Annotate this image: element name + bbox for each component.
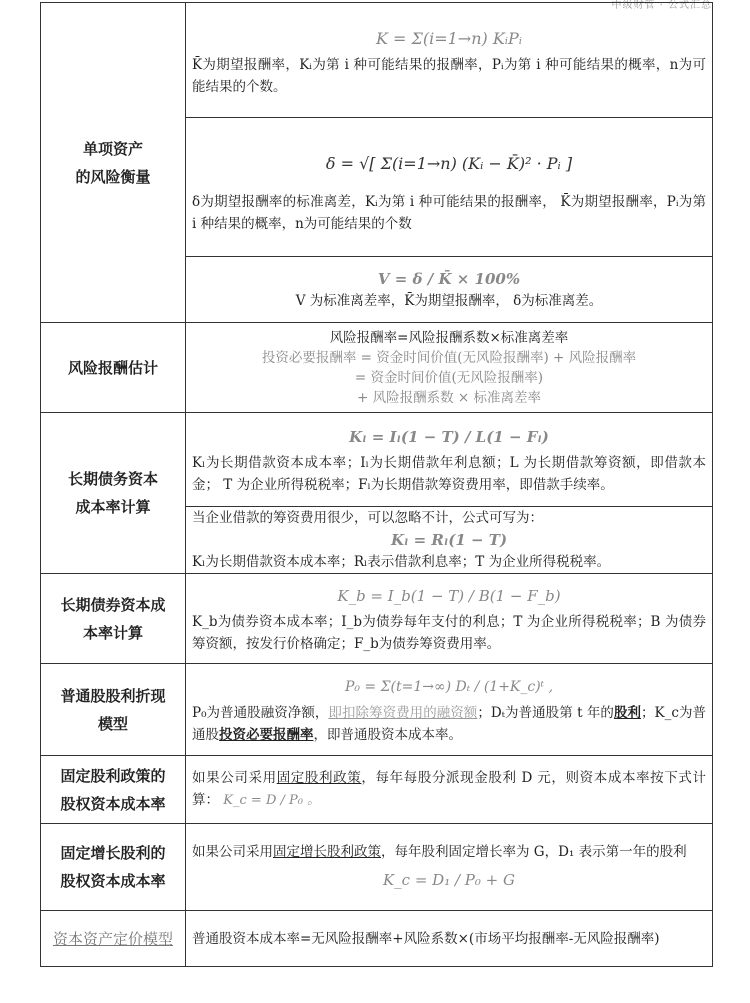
desc-long-term-debt: Kₗ为长期借款资本成本率；Iₗ为长期借款年利息额；L 为长期借款筹资额，即借款本金； T 为企业所得税税率；Fₗ为长期借款筹资费用率，即借款手续率。	[192, 454, 706, 493]
row-label-capm[interactable]: 资本资产定价模型	[41, 911, 186, 967]
cell-capm	[186, 911, 713, 967]
cell-long-term-debt-formula	[186, 413, 713, 507]
formula-coefficient-variation: V = δ / K̄ × 100%	[377, 269, 521, 288]
table-row	[41, 413, 713, 507]
desc-dividend-discount: P₀为普通股融资净额，即扣除筹资费用的融资额；Dₜ为普通股第 t 年的股利；K_c为普通股投资必要报酬率，即普通股资本成本率。	[192, 704, 707, 743]
table-row	[41, 574, 713, 664]
cell-fixed-dividend: 如果公司采用固定股利政策，每年每股分派现金股利 D 元，则资本成本率按下式计算： K_c = D / P₀ 。	[186, 756, 713, 824]
formula-expected-return: K = Σ(i=1→n) KᵢPᵢ	[376, 29, 522, 48]
formula-standard-deviation: δ = √[ Σ(i=1→n) (Kᵢ − K̄)² · Pᵢ ]	[325, 154, 573, 173]
row-label-dividend-discount: 普通股股利折现 模型	[41, 664, 186, 756]
link-required-return[interactable]: 投资必要报酬率	[219, 726, 314, 743]
link-net-financing[interactable]: 即扣除筹资费用的融资额	[328, 704, 478, 721]
formula-table	[40, 2, 713, 967]
risk-return-line-1: 风险报酬率=风险报酬系数×标准离差率	[329, 329, 569, 346]
link-fixed-dividend-policy[interactable]: 固定股利政策	[276, 770, 362, 786]
row-label-constant-growth: 固定增长股利的 股权资本成本率	[41, 824, 186, 911]
formula-long-term-debt: Kₗ = Iₗ(1 − T) / L(1 − Fₗ)	[349, 427, 549, 446]
desc-standard-deviation: δ为期望报酬率的标准离差，Kᵢ为第 i 种可能结果的报酬率， K̄为期望报酬率，Pᵢ为第 i 种结果的概率，n为可能结果的个数	[192, 194, 706, 232]
cell-risk-return	[186, 323, 713, 413]
row-label-long-term-debt: 长期债务资本 成本率计算	[41, 413, 186, 574]
page-header-note: 中级财管 · 公式汇总	[611, 0, 712, 11]
desc-long-term-bond: K_b为债券资本成本率；I_b为债券每年支付的利息；T 为企业所得税税率；B 为债券筹资额，按发行价格确定；F_b为债券筹资费用率。	[192, 613, 706, 652]
formula-long-term-bond: K_b = I_b(1 − T) / B(1 − F_b)	[337, 586, 561, 605]
risk-return-line-3: = 资金时间价值(无风险报酬率)	[354, 369, 544, 386]
formula-dividend-discount: P₀ = Σ(t=1→∞) Dₜ / (1+K_c)ᵗ ,	[344, 678, 554, 695]
row-label-fixed-dividend: 固定股利政策的 股权资本成本率	[41, 756, 186, 824]
cell-long-term-debt-simplified	[186, 507, 713, 574]
cell-constant-growth: 如果公司采用固定增长股利政策，每年股利固定增长率为 G，D₁ 表示第一年的股利 K_c = D₁ / P₀ + G	[186, 824, 713, 911]
risk-return-line-2: 投资必要报酬率 = 资金时间价值(无风险报酬率) + 风险报酬率	[261, 349, 637, 366]
table-row	[41, 3, 713, 118]
formula-long-term-debt-simplified: Kₗ = Rₗ(1 − T)	[390, 531, 508, 549]
formula-fixed-dividend: K_c = D / P₀ 。	[223, 793, 321, 808]
cell-standard-deviation	[186, 118, 713, 257]
cell-dividend-discount	[186, 664, 713, 756]
cell-coefficient-variation	[186, 257, 713, 323]
link-dividend[interactable]: 股利	[613, 704, 642, 721]
table-row	[41, 323, 713, 413]
cell-long-term-bond	[186, 574, 713, 664]
note-long-term-debt: 当企业借款的筹资费用很少，可以忽略不计，公式可写为：	[192, 510, 543, 526]
row-label-risk-return: 风险报酬估计	[41, 323, 186, 413]
link-constant-growth-policy[interactable]: 固定增长股利政策	[273, 844, 381, 860]
desc-capm: 普通股资本成本率=无风险报酬率+风险系数×(市场平均报酬率-无风险报酬率)	[192, 930, 660, 947]
table-row	[41, 824, 713, 911]
row-label-long-term-bond: 长期债券资本成 本率计算	[41, 574, 186, 664]
formula-constant-growth: K_c = D₁ / P₀ + G	[382, 871, 516, 889]
row-label-risk-measure: 单项资产 的风险衡量	[41, 3, 186, 323]
cell-expected-return	[186, 3, 713, 118]
desc-long-term-debt-simplified: Kₗ为长期借款资本成本率；Rₗ表示借款利息率；T 为企业所得税税率。	[192, 554, 611, 570]
table-row	[41, 756, 713, 824]
risk-return-line-4: + 风险报酬系数 × 标准离差率	[357, 389, 541, 406]
table-row	[41, 911, 713, 967]
desc-expected-return: K̄为期望报酬率，Kᵢ为第 i 种可能结果的报酬率，Pᵢ为第 i 种可能结果的概率，n为可能结果的个数。	[192, 57, 706, 95]
desc-coefficient-variation: V 为标准离差率，K̄为期望报酬率， δ为标准离差。	[295, 292, 603, 309]
table-row	[41, 664, 713, 756]
